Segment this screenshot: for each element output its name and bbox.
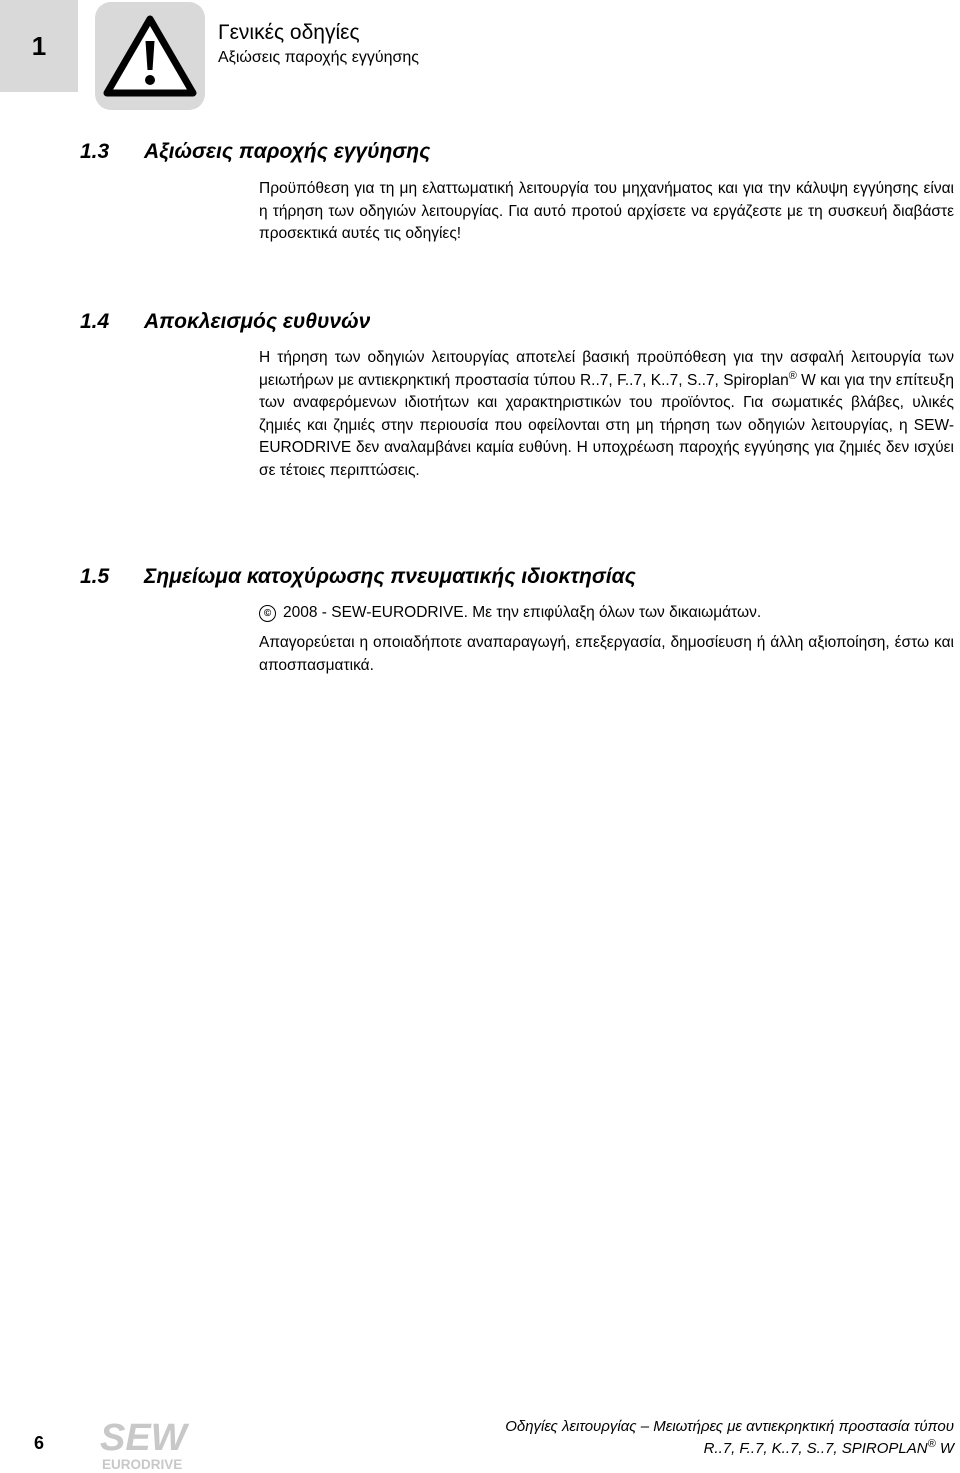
paragraph-text-part: Η τήρηση των οδηγιών λειτουργίας αποτελεί βασική προϋπόθεση για την ασφαλή λειτουργία των μειωτήρων με αντιεκρηκτική προστασία τύπου R..7, F..7, K..7, S..7, Spiroplan	[259, 349, 954, 389]
section-number: 1.4	[80, 310, 110, 333]
section-title: Σημείωμα κατοχύρωσης πνευματικής ιδιοκτησίας	[144, 565, 636, 588]
warning-triangle-icon	[102, 14, 198, 98]
header-title: Γενικές οδηγίες	[218, 21, 360, 44]
section-heading-1-5	[80, 565, 636, 589]
paragraph: Προϋπόθεση για τη μη ελαττωματική λειτουργία του μηχανήματος και για την κάλυψη εγγύησης είναι η τήρηση των οδηγιών λειτουργίας. Για αυτό προτού αρχίσετε να εργάζεστε με τη συσκευή διαβάστε προσεκτικά αυτές τις οδηγίες!	[259, 180, 954, 242]
paragraph-text-part: W και για την επίτευξη των αναφερόμενων ιδιοτήτων και χαρακτηριστικών του προϊόντος. Για σωματικές βλάβες, υλικές ζημιές και ζημιές στην περιουσία που οφείλονται στη μη τήρηση των οδηγιών λειτουργίας, η SEW-EURODRIVE δεν αναλαμβάνει καμία ευθύνη. Η υποχρέωση παροχής εγγύησης για ζημιές δεν ισχύει σε τέτοιες περιπτώσεις.	[259, 371, 954, 479]
footer-product-text: R..7, F..7, K..7, S..7, SPIROPLAN	[703, 1440, 928, 1457]
section-1-5-body	[259, 632, 954, 677]
copyright-icon: ©	[259, 605, 276, 622]
copyright-text: 2008 - SEW-EURODRIVE. Με την επιφύλαξη όλων των δικαιωμάτων.	[283, 604, 762, 621]
footer-document-title: Οδηγίες λειτουργίας – Μειωτήρες με αντιεκρηκτική προστασία τύπου	[505, 1418, 954, 1435]
warning-box	[95, 2, 205, 110]
registered-mark: ®	[788, 369, 797, 382]
registered-mark: ®	[927, 1438, 936, 1450]
footer-product-suffix: W	[935, 1440, 954, 1457]
section-title: Αποκλεισμός ευθυνών	[144, 310, 371, 333]
section-number: 1.5	[80, 565, 110, 588]
section-heading-1-3	[80, 140, 430, 164]
logo-text-top: SEW	[100, 1420, 187, 1459]
section-title: Αξιώσεις παροχής εγγύησης	[144, 140, 431, 163]
chapter-number-tab	[0, 0, 78, 92]
chapter-number: 1	[31, 30, 47, 61]
paragraph: Απαγορεύεται η οποιαδήποτε αναπαραγωγή, επεξεργασία, δημοσίευση ή άλλη αξιοποίηση, έστω και αποσπασματικά.	[259, 634, 954, 674]
sew-eurodrive-logo	[100, 1420, 210, 1472]
page-number: 6	[33, 1433, 44, 1453]
copyright-line	[259, 604, 761, 622]
section-1-4-body	[259, 347, 954, 482]
section-number: 1.3	[80, 140, 110, 163]
footer-product-line	[704, 1440, 954, 1457]
paragraph	[259, 347, 954, 482]
section-1-3-body	[259, 178, 954, 246]
header-subtitle: Αξιώσεις παροχής εγγύησης	[218, 49, 419, 66]
section-heading-1-4	[80, 310, 370, 334]
logo-text-bottom: EURODRIVE	[102, 1457, 183, 1472]
